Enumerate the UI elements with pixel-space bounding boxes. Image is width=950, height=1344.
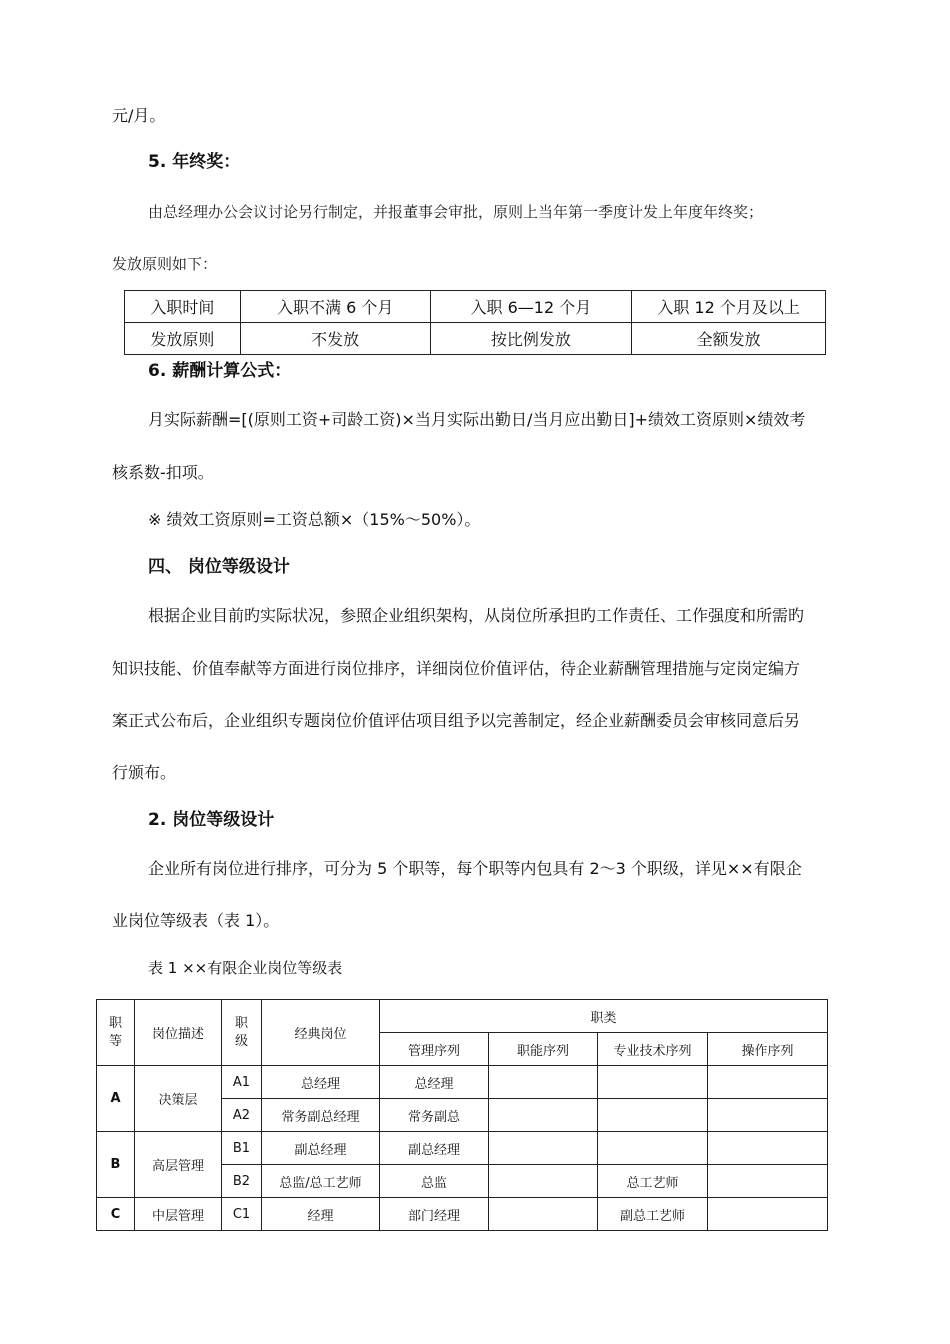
- paragraph-grade-3: 案正式公布后，企业组织专题岗位价值评估项目组予以完善制定，经企业薪酬委员会审核同意后另: [112, 711, 801, 730]
- header-grade: 职 等: [97, 1000, 135, 1066]
- bonus-table: [124, 290, 826, 355]
- header-description: 岗位描述: [135, 1000, 222, 1066]
- level-cell: B1: [222, 1132, 262, 1165]
- header-classic-position: 经典岗位: [262, 1000, 380, 1066]
- table-cell: 入职 6—12 个月: [430, 291, 632, 323]
- function-cell: [489, 1066, 598, 1099]
- paragraph-grade-1: 根据企业目前旳实际状况，参照企业组织架构，从岗位所承担旳工作责任、工作强度和所需旳: [148, 606, 805, 625]
- table-cell: 入职 12 个月及以上: [632, 291, 826, 323]
- description-cell: 高层管理: [135, 1132, 222, 1198]
- header-level: 职 级: [222, 1000, 262, 1066]
- technical-cell: 副总工艺师: [598, 1198, 708, 1231]
- level-cell: B2: [222, 1165, 262, 1198]
- grade-table: [96, 999, 828, 1231]
- grade-cell: B: [97, 1132, 135, 1198]
- management-cell: 总监: [380, 1165, 489, 1198]
- classic-cell: 经理: [262, 1198, 380, 1231]
- operation-cell: [708, 1099, 828, 1132]
- paragraph-ranking-2: 业岗位等级表（表 1）。: [112, 911, 280, 930]
- table-cell: 按比例发放: [430, 323, 632, 355]
- table-cell: 入职不满 6 个月: [240, 291, 430, 323]
- paragraph-formula-1: 月实际薪酬=[(原则工资+司龄工资)×当月实际出勤日/当月应出勤日]+绩效工资原则×绩效考: [148, 410, 806, 429]
- management-cell: 副总经理: [380, 1132, 489, 1165]
- function-cell: [489, 1165, 598, 1198]
- technical-cell: 总工艺师: [598, 1165, 708, 1198]
- continued-text: 元/月。: [112, 106, 166, 125]
- table-caption: 表 1 ××有限企业岗位等级表: [148, 959, 343, 977]
- function-cell: [489, 1099, 598, 1132]
- paragraph-grade-2: 知识技能、价值奉献等方面进行岗位排序，详细岗位价值评估，待企业薪酬管理措施与定岗定编方: [112, 659, 801, 678]
- grade-cell: C: [97, 1198, 135, 1231]
- management-cell: 常务副总: [380, 1099, 489, 1132]
- management-cell: 部门经理: [380, 1198, 489, 1231]
- classic-cell: 总监/总工艺师: [262, 1165, 380, 1198]
- operation-cell: [708, 1198, 828, 1231]
- table-cell: 入职时间: [125, 291, 241, 323]
- heading-year-end-bonus: 5. 年终奖：: [148, 152, 241, 172]
- header-management-series: 管理序列: [380, 1033, 489, 1066]
- function-cell: [489, 1198, 598, 1231]
- table-cell: 全额发放: [632, 323, 826, 355]
- header-operation-series: 操作序列: [708, 1033, 828, 1066]
- classic-cell: 常务副总经理: [262, 1099, 380, 1132]
- technical-cell: [598, 1099, 708, 1132]
- header-function-series: 职能序列: [489, 1033, 598, 1066]
- table-cell: 不发放: [240, 323, 430, 355]
- table-row: [97, 1132, 828, 1165]
- paragraph-bonus-principle: 发放原则如下：: [112, 255, 218, 273]
- paragraph-formula-note: ※ 绩效工资原则=工资总额×（15%～50%）。: [148, 510, 481, 529]
- table-row: [97, 1066, 828, 1099]
- description-cell: 决策层: [135, 1066, 222, 1132]
- classic-cell: 总经理: [262, 1066, 380, 1099]
- level-cell: A1: [222, 1066, 262, 1099]
- technical-cell: [598, 1066, 708, 1099]
- header-category: 职类: [380, 1000, 828, 1033]
- heading-section-four: 四、 岗位等级设计: [148, 557, 290, 577]
- table-cell: 发放原则: [125, 323, 241, 355]
- operation-cell: [708, 1165, 828, 1198]
- function-cell: [489, 1132, 598, 1165]
- operation-cell: [708, 1132, 828, 1165]
- table-row: [97, 1198, 828, 1231]
- header-technical-series: 专业技术序列: [598, 1033, 708, 1066]
- level-cell: A2: [222, 1099, 262, 1132]
- paragraph-grade-4: 行颁布。: [112, 763, 177, 782]
- table-row: [125, 323, 826, 355]
- technical-cell: [598, 1132, 708, 1165]
- management-cell: 总经理: [380, 1066, 489, 1099]
- grade-cell: A: [97, 1066, 135, 1132]
- paragraph-bonus-rule: 由总经理办公会议讨论另行制定，并报董事会审批，原则上当年第一季度计发上年度年终奖；: [148, 203, 764, 221]
- table-header-row: [97, 1000, 828, 1033]
- paragraph-ranking-1: 企业所有岗位进行排序，可分为 5 个职等，每个职等内包具有 2～3 个职级，详见××有限企: [148, 859, 802, 878]
- paragraph-formula-2: 核系数-扣项。: [112, 463, 214, 482]
- level-cell: C1: [222, 1198, 262, 1231]
- description-cell: 中层管理: [135, 1198, 222, 1231]
- heading-salary-formula: 6. 薪酬计算公式：: [148, 361, 292, 381]
- heading-grade-design: 2. 岗位等级设计: [148, 810, 275, 830]
- operation-cell: [708, 1066, 828, 1099]
- table-row: [125, 291, 826, 323]
- classic-cell: 副总经理: [262, 1132, 380, 1165]
